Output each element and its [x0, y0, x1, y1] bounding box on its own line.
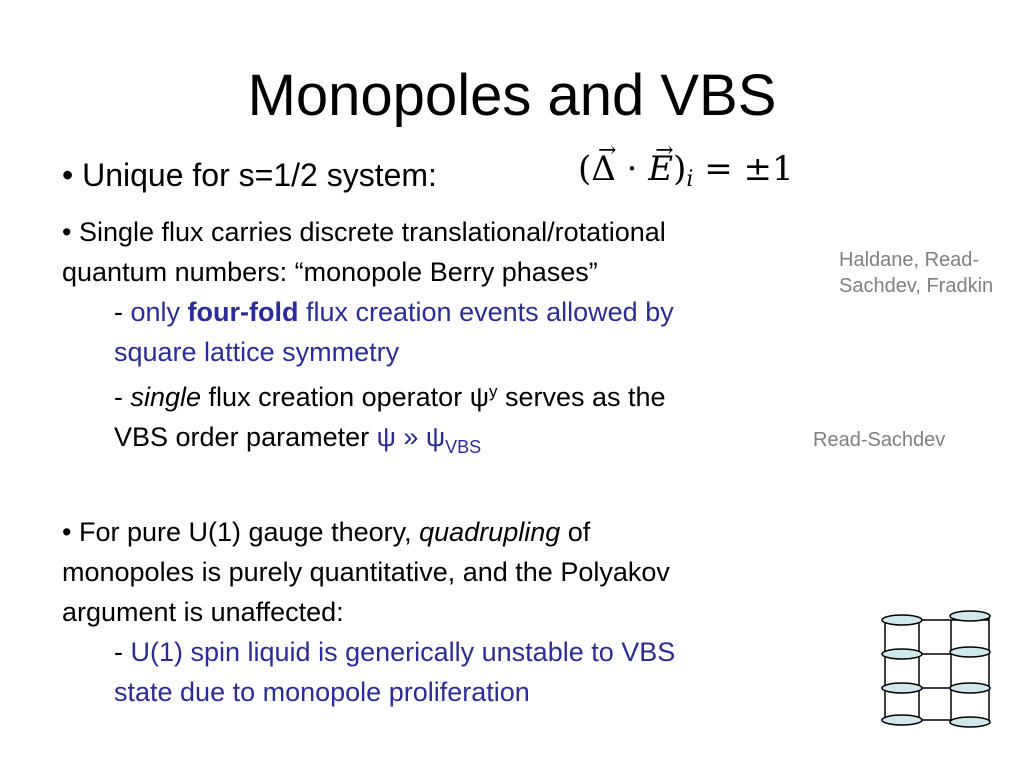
psi-symbol-2: ψ	[376, 422, 396, 452]
para3-line1	[62, 512, 675, 552]
sub1-line2: square lattice symmetry	[114, 337, 400, 367]
monopole-ellipse	[950, 647, 990, 657]
bullet-unique-s-half: • Unique for s=1/2 system:	[62, 157, 437, 193]
subpoint-spin-liquid	[114, 632, 675, 672]
eq-dot: ·	[615, 149, 649, 189]
eq-delta-vector: → Δ	[591, 143, 616, 195]
sub2-text: flux creation operator	[201, 382, 470, 412]
sub2-post: serves as the	[497, 382, 666, 412]
para3-line2: monopoles is purely quantitative, and the Polyakov	[62, 557, 670, 587]
psi-symbol-3: ψ	[425, 422, 446, 452]
monopole-ellipse	[882, 715, 922, 725]
sub2-dash: -	[114, 382, 131, 412]
monopole-ellipse	[882, 649, 922, 659]
sub1-post: flux creation events allowed by	[298, 297, 674, 327]
sub3-line1: U(1) spin liquid is generically unstable to VBS	[130, 637, 676, 667]
sub1-dash: -	[114, 297, 131, 327]
monopole-ellipse	[950, 683, 990, 693]
lattice-lines	[885, 616, 989, 722]
vbs-lattice-diagram	[875, 610, 1005, 730]
sub1-bold: four-fold	[187, 297, 299, 327]
para2-line2: quantum numbers: “monopole Berry phases”	[62, 257, 598, 287]
monopole-ellipse	[950, 717, 990, 727]
monopole-ellipse	[882, 615, 922, 625]
sub2-line2-text: VBS order parameter	[114, 422, 377, 452]
para3-line1-post: of	[560, 517, 591, 547]
approx-symbol: »	[395, 422, 426, 452]
psi-vbs-subscript: VBS	[445, 437, 482, 457]
eq-rhs: = ±1	[693, 149, 794, 189]
eq-e-vector	[648, 143, 673, 195]
monopole-ellipses	[882, 611, 990, 727]
paragraph-single-flux	[62, 212, 674, 467]
psi-symbol: ψ	[469, 382, 489, 412]
slide-title: Monopoles and VBS	[247, 63, 777, 128]
monopole-ellipse	[882, 683, 922, 693]
eq-e: E	[648, 149, 674, 189]
monopole-ellipse	[950, 611, 990, 621]
para3-line1-italic: quadrupling	[419, 517, 561, 547]
para3-line1-pre: • For pure U(1) gauge theory,	[62, 517, 420, 547]
sub3-dash: -	[114, 637, 131, 667]
eq-open: (	[578, 149, 592, 189]
equation-lattice-divergence	[578, 143, 794, 206]
citation-haldane-line1: Haldane, Read-	[839, 249, 980, 271]
sub2-italic: single	[130, 382, 202, 412]
citation-haldane-line2: Sachdev, Fradkin	[839, 275, 994, 297]
citation-read-sachdev: Read-Sachdev	[813, 429, 946, 451]
para2-line1: • Single flux carries discrete translational/rotational	[62, 217, 666, 247]
sub2-line2	[114, 417, 674, 467]
sub3-line2: state due to monopole proliferation	[114, 677, 530, 707]
eq-subscript: i	[686, 167, 694, 192]
para3-line3: argument is unaffected:	[62, 597, 344, 627]
psi-superscript: y	[488, 382, 498, 401]
citation-haldane	[839, 247, 993, 299]
sub1-pre: only	[130, 297, 188, 327]
eq-close: )	[673, 149, 687, 189]
subpoint-four-fold	[114, 292, 674, 332]
subpoint-single-operator	[114, 372, 674, 417]
paragraph-u1-gauge	[62, 512, 675, 712]
